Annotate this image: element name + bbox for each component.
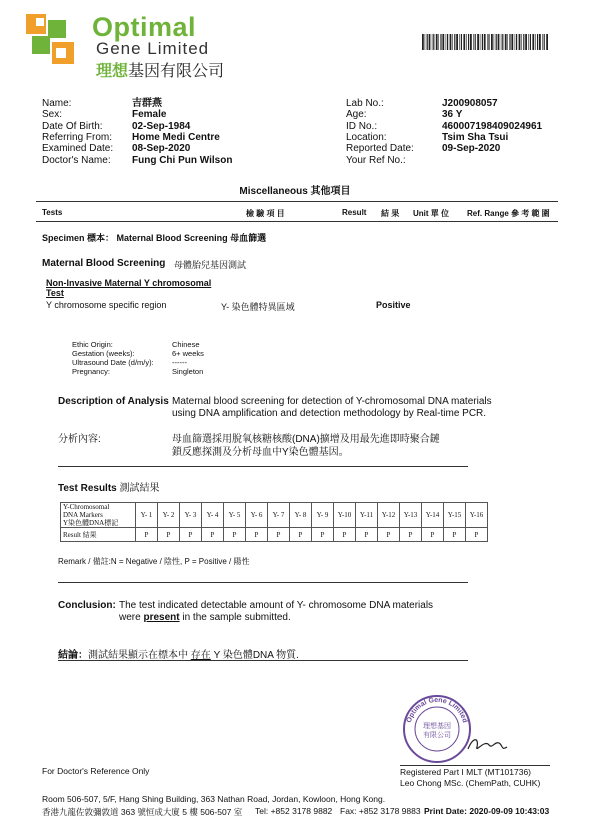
- col-tests: Tests: [42, 208, 63, 217]
- result-cell: P: [268, 528, 290, 542]
- svg-text:有限公司: 有限公司: [423, 731, 451, 739]
- result-cell: P: [180, 528, 202, 542]
- remark: Remark / 備註:N = Negative / 陰性, P = Positive / 陽性: [58, 557, 250, 566]
- markers-label-2: DNA Markers: [63, 511, 103, 519]
- specimen: [42, 231, 266, 244]
- marker-cell: Y-10: [334, 503, 356, 528]
- barcode-icon: [422, 34, 550, 50]
- region-label-cn: Y- 染色體特異區域: [221, 302, 295, 312]
- marker-cell: Y- 2: [158, 503, 180, 528]
- conclusion-cn: [58, 646, 299, 661]
- table-row: [61, 503, 488, 528]
- result-cell: P: [466, 528, 488, 542]
- screening-title-cn: 母體胎兒基因測試: [174, 260, 247, 270]
- col-ref-range: Ref. Range 參 考 範 圍: [467, 209, 550, 218]
- result-cell: P: [246, 528, 268, 542]
- divider: [58, 660, 468, 661]
- result-cell: P: [356, 528, 378, 542]
- clinical-label: Pregnancy:: [72, 367, 110, 376]
- conclusion-cn-present: 存在: [190, 650, 211, 661]
- patient-field-label: Doctor's Name:: [42, 154, 111, 166]
- signatory-line1: Registered Part I MLT (MT101736): [400, 767, 532, 777]
- marker-cell: Y- 5: [224, 503, 246, 528]
- conclusion-present: present: [143, 612, 180, 623]
- conclusion-line1: The test indicated detectable amount of Y- chromosome DNA materials: [119, 600, 434, 611]
- analysis-line2: using DNA amplification and detection methodology by Real-time PCR.: [172, 408, 487, 419]
- footer-tel: Tel: +852 3178 9882: [255, 806, 333, 816]
- footer-address-cn: 香港九龍佐敦彌敦道 363 號恒成大廈 5 樓 506-507 室: [42, 807, 243, 817]
- divider: [36, 221, 558, 222]
- results-title-en: Test Results: [58, 483, 117, 494]
- conclusion-line2: [119, 612, 291, 623]
- clinical-value: Chinese: [172, 340, 200, 349]
- marker-cell: Y- 8: [290, 503, 312, 528]
- results-title-cn: 測試結果: [119, 483, 160, 494]
- patient-field-value: 吉群燕: [132, 98, 162, 109]
- marker-cell: Y- 4: [202, 503, 224, 528]
- patient-field-label: Sex:: [42, 109, 63, 121]
- patient-field-label: Examined Date:: [42, 143, 114, 155]
- conclusion-line2-pre: were: [119, 612, 141, 623]
- col-unit: Unit 單 位: [413, 209, 449, 218]
- marker-cell: Y-12: [378, 503, 400, 528]
- company-logo-icon: [26, 14, 80, 68]
- marker-cell: Y- 7: [268, 503, 290, 528]
- test-name-line2: Test: [46, 288, 64, 298]
- section-title: Miscellaneous 其他項目: [239, 186, 351, 197]
- clinical-label: Ethic Origin:: [72, 340, 113, 349]
- col-result: Result: [342, 208, 367, 217]
- report-field-label: Age:: [346, 109, 367, 121]
- result-cell: P: [378, 528, 400, 542]
- brand-chinese-rest: 基因有限公司: [128, 63, 225, 80]
- signature-icon: [465, 735, 510, 755]
- result-cell: P: [312, 528, 334, 542]
- result-cell: P: [334, 528, 356, 542]
- report-field-value: Tsim Sha Tsui: [442, 131, 509, 143]
- conclusion-cn-post: Y 染色體DNA 物質.: [213, 650, 299, 661]
- clinical-value: 6+ weeks: [172, 349, 204, 358]
- result-cell: P: [202, 528, 224, 542]
- conclusion-cn-label: 結論：: [58, 650, 88, 661]
- col-result-cn: 結 果: [381, 209, 400, 218]
- report-field-value: J200908057: [442, 98, 498, 109]
- report-field-value: 36 Y: [442, 109, 463, 121]
- conclusion-cn-pre: 測試結果顯示在標本中: [88, 650, 188, 661]
- marker-cell: Y- 6: [246, 503, 268, 528]
- clinical-label: Gestation (weeks):: [72, 349, 135, 358]
- marker-cell: Y-15: [444, 503, 466, 528]
- result-cell: P: [290, 528, 312, 542]
- screening-title: Maternal Blood Screening: [42, 258, 166, 269]
- signatory-line2: Leo Chong MSc. (ChemPath, CUHK): [400, 778, 541, 788]
- report-field-label: ID No.:: [346, 120, 378, 132]
- divider: [58, 582, 468, 583]
- result-cell: P: [400, 528, 422, 542]
- specimen-label: Specimen 標本：: [42, 233, 115, 243]
- clinical-label: Ultrasound Date (d/m/y):: [72, 358, 154, 367]
- marker-cell: Y- 3: [180, 503, 202, 528]
- markers-label-cell: [61, 503, 136, 528]
- test-name-line1: Non-Invasive Maternal Y chromosomal: [46, 278, 212, 288]
- result-cell: P: [444, 528, 466, 542]
- divider: [36, 201, 558, 202]
- brand-chinese-name: [96, 58, 224, 81]
- patient-field-value: Female: [132, 109, 167, 121]
- report-field-label: Location:: [346, 131, 387, 143]
- brand-subtitle: Gene Limited: [96, 39, 210, 58]
- conclusion-label-text: Conclusion:: [58, 600, 116, 611]
- patient-field-label: Name:: [42, 98, 72, 109]
- marker-cell: Y- 9: [312, 503, 334, 528]
- svg-text:理想基因: 理想基因: [423, 722, 451, 730]
- doctor-reference: For Doctor's Reference Only: [42, 766, 150, 776]
- footer-print-date: Print Date: 2020-09-09 10:43:03: [424, 806, 550, 816]
- specimen-value: Maternal Blood Screening 母血篩選: [116, 233, 267, 243]
- report-field-value: 460007198409024961: [442, 120, 543, 132]
- results-table: [60, 502, 488, 542]
- footer-address-en: Room 506-507, 5/F, Hang Shing Building, 363 Nathan Road, Jordan, Kowloon, Hong Kong.: [42, 794, 386, 804]
- analysis-label: Description of Analysis: [58, 396, 169, 407]
- divider: [58, 466, 468, 467]
- footer-fax: Fax: +852 3178 9883: [340, 806, 421, 816]
- results-title: [58, 479, 160, 494]
- analysis-line1: Maternal blood screening for detection of Y-chromosomal DNA materials: [172, 396, 492, 407]
- analysis-label-cn: 分析內容:: [58, 434, 101, 445]
- analysis-cn-line1: 母血篩選採用脫氧核糖核酸(DNA)擴增及用最先進即時聚合鏈: [172, 434, 440, 445]
- brand-name: Optimal: [92, 12, 197, 42]
- result-cell: P: [224, 528, 246, 542]
- brand-chinese-highlight: 理想: [96, 63, 129, 80]
- patient-field-value: 02-Sep-1984: [132, 120, 191, 132]
- patient-field-label: Date Of Birth:: [42, 120, 103, 132]
- patient-field-label: Referring From:: [42, 131, 113, 143]
- clinical-value: ------: [172, 358, 187, 367]
- marker-cell: Y-14: [422, 503, 444, 528]
- markers-label-3: Y染色體DNA標記: [63, 519, 119, 527]
- conclusion-label: [58, 600, 116, 611]
- clinical-value: Singleton: [172, 367, 204, 376]
- patient-field-value: 08-Sep-2020: [132, 143, 191, 155]
- patient-field-value: Home Medi Centre: [132, 131, 220, 143]
- signature-line: [400, 765, 550, 766]
- region-label: Y chromosome specific region: [46, 300, 167, 310]
- svg-text:Optimal Gene Limited: Optimal Gene Limited: [405, 696, 469, 724]
- company-seal-icon: [402, 694, 472, 764]
- result-label-cell: Result 結果: [61, 528, 136, 542]
- report-field-value: 09-Sep-2020: [442, 143, 501, 155]
- table-row: [61, 528, 488, 542]
- col-tests-cn: 檢 驗 項 目: [246, 209, 285, 218]
- report-field-label: Reported Date:: [346, 143, 414, 155]
- report-field-label: Your Ref No.:: [346, 154, 406, 166]
- marker-cell: Y-16: [466, 503, 488, 528]
- result-cell: P: [422, 528, 444, 542]
- result-cell: P: [136, 528, 158, 542]
- analysis-cn-line2: 鎖反應探測及分析母血中Y染色體基因。: [172, 447, 349, 458]
- marker-cell: Y-11: [356, 503, 378, 528]
- result-cell: P: [158, 528, 180, 542]
- marker-cell: Y- 1: [136, 503, 158, 528]
- region-result: Positive: [376, 300, 411, 310]
- conclusion-line2-post: in the sample submitted.: [182, 612, 291, 623]
- markers-label-1: Y-Chromosomal: [63, 503, 110, 511]
- report-field-label: Lab No.:: [346, 98, 384, 109]
- patient-field-value: Fung Chi Pun Wilson: [132, 154, 233, 166]
- marker-cell: Y-13: [400, 503, 422, 528]
